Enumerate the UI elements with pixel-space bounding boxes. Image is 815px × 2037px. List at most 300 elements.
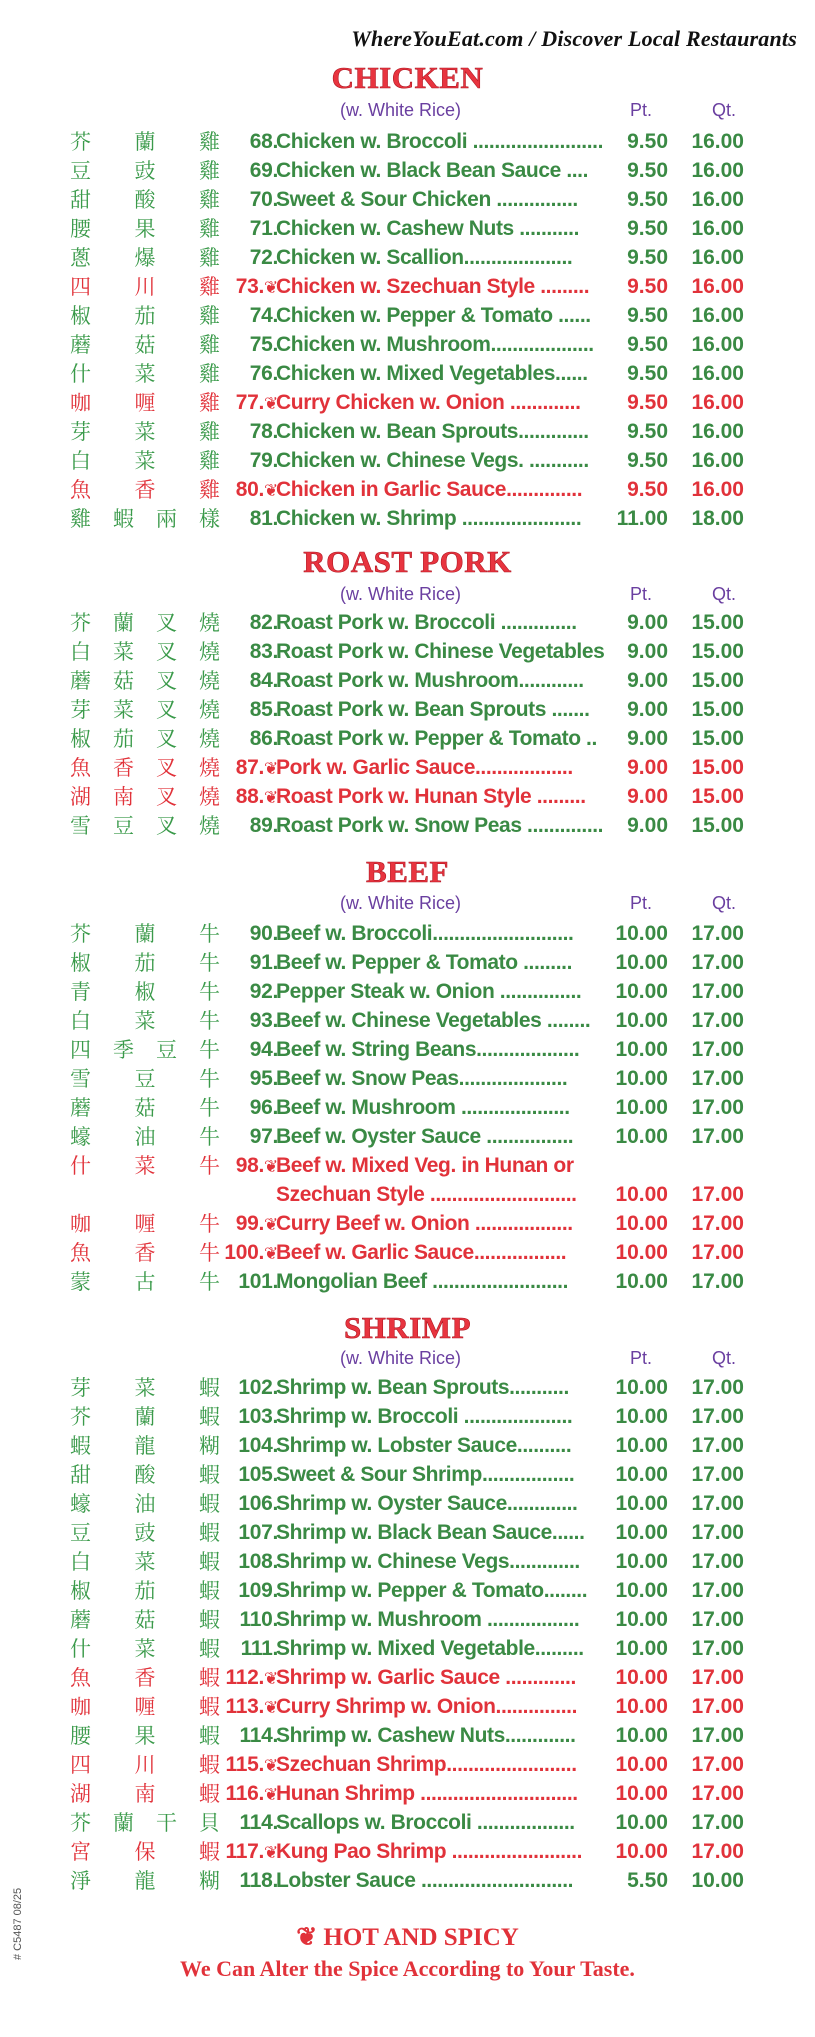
chinese-char: 爆 [134,246,156,270]
price-pint: 9.00 [627,611,668,634]
chinese-char: 菜 [134,362,156,386]
chinese-char: 糊 [199,1869,220,1893]
item-name: Scallops w. Broccoli .................. [276,1811,575,1834]
price-quart: 17.00 [691,1811,744,1834]
price-quart: 17.00 [691,1038,744,1061]
price-quart: 17.00 [691,1241,744,1264]
item-number [190,1374,278,1402]
item-number-text: 92. [249,980,278,1003]
price-quart: 15.00 [691,640,744,663]
item-number-text: 76. [249,362,278,385]
chinese-char: 豉 [134,159,156,183]
price-pint: 10.00 [615,1521,668,1544]
chinese-char: 燒 [199,814,220,838]
price-pint: 10.00 [615,951,668,974]
chinese-char: 果 [134,1724,156,1748]
price-pint: 9.50 [627,391,668,414]
item-name: Roast Pork w. Broccoli .............. [276,611,577,634]
chinese-char: 果 [134,217,156,241]
price-quart: 15.00 [691,814,744,837]
item-name: Chicken w. Shrimp ...................... [276,507,582,530]
item-number [190,1403,278,1431]
menu-item[interactable] [0,302,815,330]
item-name: Sweet & Sour Shrimp................. [276,1463,575,1486]
price-pint: 9.50 [627,275,668,298]
chinese-char: 蝦 [199,1840,220,1864]
chinese-char: 蝦 [199,1492,220,1516]
item-number-text: 94. [249,1038,278,1061]
menu-item[interactable] [0,215,815,243]
chinese-char: 椒 [134,980,156,1004]
chinese-char: 雞 [199,478,220,502]
price-pint: 10.00 [615,1608,668,1631]
chinese-char: 牛 [199,1038,220,1062]
price-pint: 10.00 [615,1183,668,1206]
item-name: Pepper Steak w. Onion ............... [276,980,582,1003]
chinese-char: 雞 [199,304,220,328]
hot-label: HOT AND SPICY [323,1924,519,1951]
menu-item[interactable] [0,1722,815,1750]
price-quart: 15.00 [691,785,744,808]
column-header-pint: Pt. [630,893,653,913]
menu-item[interactable] [0,273,815,301]
chinese-char: 南 [113,785,134,809]
chinese-char: 什 [70,362,91,386]
pepper-icon: ❦ [264,1785,278,1804]
price-pint: 10.00 [615,1376,668,1399]
item-name: Roast Pork w. Mushroom............ [276,669,584,692]
item-number [190,215,278,243]
item-number-text: 95. [249,1067,278,1090]
chinese-char: 菜 [134,1376,156,1400]
item-number [190,1239,278,1268]
item-number-text: 69. [249,159,278,182]
section-subtitle: (w. White Rice) [340,893,462,913]
menu-item[interactable] [0,1635,815,1663]
item-name: Kung Pao Shrimp ........................ [276,1840,583,1863]
chinese-char: 龍 [134,1434,156,1458]
menu-item[interactable] [0,949,815,977]
chinese-char: 芽 [70,420,91,444]
price-quart: 17.00 [691,1009,744,1032]
item-number-text: 114. [239,1724,278,1747]
chinese-char: 四 [70,1753,91,1777]
item-name: Beef w. Snow Peas.................... [276,1067,568,1090]
chinese-char: 菜 [134,1637,156,1661]
hot-legend [0,1922,815,1952]
chinese-char: 菜 [113,640,134,664]
item-number [190,476,278,505]
item-name: Beef w. Pepper & Tomato ......... [276,951,573,974]
price-quart: 16.00 [691,188,744,211]
chinese-char: 古 [134,1270,156,1294]
item-number [190,360,278,388]
chinese-char: 叉 [156,727,177,751]
chinese-char: 雞 [199,130,220,154]
chinese-char: 蘑 [70,1096,91,1120]
chinese-char: 蘭 [134,922,156,946]
item-number [190,1809,278,1837]
price-quart: 15.00 [691,698,744,721]
item-number-text: 75. [249,333,278,356]
menu-item[interactable] [0,812,815,840]
price-pint: 10.00 [615,1434,668,1457]
menu-item[interactable] [0,638,815,666]
chinese-char: 椒 [70,1579,91,1603]
chinese-char: 干 [156,1811,177,1835]
menu-item[interactable] [0,505,815,533]
price-quart: 17.00 [691,1695,744,1718]
item-name: Beef w. Garlic Sauce................. [276,1241,567,1264]
chinese-char: 牛 [199,1009,220,1033]
menu-item[interactable] [0,1664,815,1692]
item-number-text: 79. [249,449,278,472]
menu-item[interactable] [0,331,815,359]
item-number [190,1123,278,1151]
item-name: Beef w. String Beans................... [276,1038,580,1061]
column-header-quart: Qt. [712,584,737,604]
menu-item[interactable] [0,157,815,185]
item-name: Chicken w. Mixed Vegetables...... [276,362,588,385]
menu-item[interactable] [0,476,815,504]
item-number [190,1007,278,1035]
menu-item[interactable] [0,1490,815,1518]
chinese-char: 叉 [156,669,177,693]
item-name: Curry Shrimp w. Onion............... [276,1695,578,1718]
item-number [190,128,278,156]
chinese-char: 四 [70,275,91,299]
item-number [190,447,278,475]
price-quart: 17.00 [691,1550,744,1573]
menu-item[interactable] [0,1519,815,1547]
item-number [190,1722,278,1750]
chinese-char: 湖 [70,785,91,809]
chinese-char: 淨 [70,1869,91,1893]
item-number [190,1461,278,1489]
item-number-text: 81. [249,507,278,530]
item-name: Shrimp w. Lobster Sauce.......... [276,1434,572,1457]
item-number [190,1268,278,1296]
item-number [190,754,278,783]
chinese-char: 香 [134,478,156,502]
chinese-char: 喱 [134,1212,156,1236]
pepper-icon: ❦ [264,1244,278,1263]
price-pint: 9.50 [627,130,668,153]
chinese-char: 豆 [113,814,134,838]
menu-item[interactable] [0,418,815,446]
price-pint: 9.50 [627,333,668,356]
chinese-char: 菇 [134,1608,156,1632]
chinese-char: 菜 [134,449,156,473]
chinese-char: 油 [134,1492,156,1516]
chinese-char: 湖 [70,1782,91,1806]
chinese-char: 燒 [199,727,220,751]
site-header[interactable]: WhereYouEat.com / Discover Local Restaurants [351,26,797,51]
price-quart: 16.00 [691,333,744,356]
menu-item[interactable] [0,1403,815,1431]
chinese-char: 蝦 [199,1521,220,1545]
chinese-char: 豆 [70,1521,91,1545]
chinese-char: 芽 [70,1376,91,1400]
chinese-char: 什 [70,1637,91,1661]
chinese-char: 咖 [70,1695,91,1719]
menu-item[interactable] [0,1867,815,1895]
chinese-char: 什 [70,1154,91,1178]
item-number-text: 84. [249,669,278,692]
chinese-char: 兩 [156,507,177,531]
chinese-char: 燒 [199,640,220,664]
column-header-pint: Pt. [630,100,653,120]
chinese-char: 南 [134,1782,156,1806]
menu-item[interactable] [0,1461,815,1489]
menu-item[interactable] [0,1374,815,1402]
chinese-char: 酸 [134,1463,156,1487]
chinese-char: 菜 [113,698,134,722]
price-pint: 10.00 [615,1782,668,1805]
chinese-char: 芥 [70,922,91,946]
menu-item[interactable] [0,725,815,753]
menu-item[interactable] [0,1210,815,1238]
chinese-char: 喱 [134,391,156,415]
item-number-text: 106. [238,1492,278,1515]
price-pint: 10.00 [615,1067,668,1090]
price-pint: 9.50 [627,420,668,443]
menu-item[interactable] [0,1693,815,1721]
item-number-text: 118. [239,1869,278,1892]
item-name: Shrimp w. Mixed Vegetable......... [276,1637,584,1660]
item-name: Lobster Sauce ............................ [276,1869,574,1892]
menu-item[interactable] [0,920,815,948]
price-quart: 17.00 [691,1376,744,1399]
price-pint: 9.00 [627,814,668,837]
item-number-text: 103. [238,1405,278,1428]
chinese-char: 茄 [134,951,156,975]
chinese-char: 燒 [199,611,220,635]
pepper-icon: ❦ [264,788,278,807]
item-name: Szechuan Shrimp........................ [276,1753,577,1776]
menu-item[interactable] [0,1239,815,1267]
price-quart: 15.00 [691,611,744,634]
menu-item[interactable] [0,1780,815,1808]
chinese-char: 魚 [70,1241,91,1265]
price-quart: 16.00 [691,449,744,472]
price-pint: 9.50 [627,362,668,385]
item-number [190,667,278,695]
pepper-icon: ❦ [264,481,278,500]
price-pint: 9.00 [627,756,668,779]
column-header-pint: Pt. [630,1348,653,1368]
price-pint: 10.00 [615,1241,668,1264]
item-name: Beef w. Broccoli.......................... [276,922,574,945]
item-number-text: 101. [238,1270,278,1293]
chinese-char: 豆 [156,1038,177,1062]
price-quart: 18.00 [691,507,744,530]
item-name: Shrimp w. Oyster Sauce............. [276,1492,578,1515]
price-quart: 15.00 [691,727,744,750]
pepper-icon: ❦ [264,1698,278,1717]
item-number [190,418,278,446]
chinese-char: 蝦 [199,1753,220,1777]
price-pint: 9.50 [627,449,668,472]
menu-item[interactable] [0,1577,815,1605]
chinese-char: 牛 [199,1270,220,1294]
price-quart: 16.00 [691,246,744,269]
menu-item[interactable] [0,1094,815,1122]
item-number-text: 86. [249,727,278,750]
item-name: Roast Pork w. Chinese Vegetables [276,640,605,663]
chinese-char: 香 [113,756,134,780]
price-pint: 10.00 [615,1212,668,1235]
item-number-text: 110. [239,1608,278,1631]
menu-item[interactable] [0,447,815,475]
chinese-char: 龍 [134,1869,156,1893]
chinese-char: 蠔 [70,1492,91,1516]
item-name: Mongolian Beef ......................... [276,1270,569,1293]
item-number [190,1606,278,1634]
menu-item[interactable] [0,1809,815,1837]
chinese-char: 糊 [199,1434,220,1458]
menu-item[interactable] [0,1606,815,1634]
chinese-char: 酸 [134,188,156,212]
item-number-text: 98. [235,1154,265,1177]
item-number [190,725,278,753]
item-number [190,978,278,1006]
menu-item[interactable] [0,1838,815,1866]
chinese-char: 雞 [199,275,220,299]
price-pint: 10.00 [615,1579,668,1602]
item-number [190,244,278,272]
chinese-char: 椒 [70,951,91,975]
chinese-char: 蝦 [199,1376,220,1400]
item-number [190,1635,278,1663]
menu-item[interactable] [0,360,815,388]
chinese-char: 蠔 [70,1125,91,1149]
chinese-char: 蝦 [199,1666,220,1690]
menu-item[interactable] [0,609,815,637]
chinese-char: 芥 [70,611,91,635]
menu-item[interactable] [0,128,815,156]
chinese-char: 蝦 [70,1434,91,1458]
item-number-text: 77. [235,391,265,414]
chinese-char: 芥 [70,1405,91,1429]
item-number-text: 112. [225,1666,265,1689]
chinese-char: 蝦 [199,1637,220,1661]
chinese-char: 雞 [199,362,220,386]
price-pint: 9.00 [627,785,668,808]
price-pint: 10.00 [615,1666,668,1689]
menu-item[interactable] [0,783,815,811]
item-number-text: 72. [249,246,278,269]
chinese-char: 四 [70,1038,91,1062]
item-name: Roast Pork w. Pepper & Tomato .. [276,727,597,750]
chinese-char: 芥 [70,130,91,154]
item-number [190,1432,278,1460]
chinese-char: 燒 [199,785,220,809]
menu-item[interactable] [0,1152,815,1180]
column-header-quart: Qt. [712,893,737,913]
price-quart: 17.00 [691,1183,744,1206]
menu-item[interactable] [0,1123,815,1151]
pepper-icon: ❦ [264,1669,278,1688]
price-quart: 17.00 [691,1782,744,1805]
section-title: ROAST PORK [303,544,512,579]
item-name: Shrimp w. Broccoli .................... [276,1405,573,1428]
item-number [190,1094,278,1122]
chinese-char: 茄 [113,727,134,751]
item-number [190,1838,278,1867]
menu-item[interactable] [0,186,815,214]
chinese-char: 燒 [199,756,220,780]
chinese-char: 牛 [199,951,220,975]
item-number-text: 113. [225,1695,265,1718]
item-name: Chicken w. Cashew Nuts ........... [276,217,580,240]
price-pint: 10.00 [615,1550,668,1573]
menu-item[interactable] [0,696,815,724]
item-name: Chicken w. Mushroom................... [276,333,594,356]
item-name: Pork w. Garlic Sauce.................. [276,756,573,779]
price-quart: 17.00 [691,1463,744,1486]
column-header-quart: Qt. [712,100,737,120]
chinese-char: 雞 [199,217,220,241]
price-pint: 10.00 [615,1811,668,1834]
chinese-char: 叉 [156,785,177,809]
item-name: Shrimp w. Garlic Sauce ............. [276,1666,576,1689]
item-name: Chicken w. Chinese Vegs. ........... [276,449,589,472]
price-quart: 15.00 [691,669,744,692]
chinese-char: 蘑 [70,669,91,693]
menu-item[interactable] [0,754,815,782]
item-number [190,783,278,812]
item-name: Shrimp w. Pepper & Tomato........ [276,1579,588,1602]
price-pint: 10.00 [615,1038,668,1061]
menu-item[interactable] [0,1432,815,1460]
menu-item[interactable] [0,1751,815,1779]
chinese-char: 燒 [199,698,220,722]
menu-item[interactable] [0,389,815,417]
chinese-char: 菇 [134,333,156,357]
item-number-text: 88. [235,785,265,808]
price-quart: 16.00 [691,362,744,385]
price-pint: 10.00 [615,1637,668,1660]
menu-item[interactable] [0,1007,815,1035]
item-name: Roast Pork w. Bean Sprouts ....... [276,698,590,721]
item-name: Curry Chicken w. Onion ............. [276,391,581,414]
price-quart: 17.00 [691,1096,744,1119]
menu-item[interactable] [0,1065,815,1093]
item-number-text: 91. [249,951,278,974]
menu-item[interactable] [0,1268,815,1296]
chinese-char: 牛 [199,1096,220,1120]
price-quart: 17.00 [691,1840,744,1863]
chinese-char: 蝦 [199,1405,220,1429]
menu-item[interactable] [0,244,815,272]
menu-item[interactable] [0,1036,815,1064]
item-name: Shrimp w. Black Bean Sauce...... [276,1521,585,1544]
chinese-char: 雞 [199,246,220,270]
chinese-char: 蘭 [113,1811,134,1835]
chinese-char: 蘑 [70,333,91,357]
chinese-char: 香 [134,1666,156,1690]
menu-item[interactable] [0,978,815,1006]
item-number [190,1490,278,1518]
menu-item[interactable] [0,667,815,695]
chinese-char: 椒 [70,304,91,328]
chinese-char: 川 [134,1753,156,1777]
menu-item[interactable] [0,1548,815,1576]
item-name: Shrimp w. Cashew Nuts............. [276,1724,576,1747]
pepper-icon: ❦ [264,278,278,297]
price-quart: 17.00 [691,1270,744,1293]
